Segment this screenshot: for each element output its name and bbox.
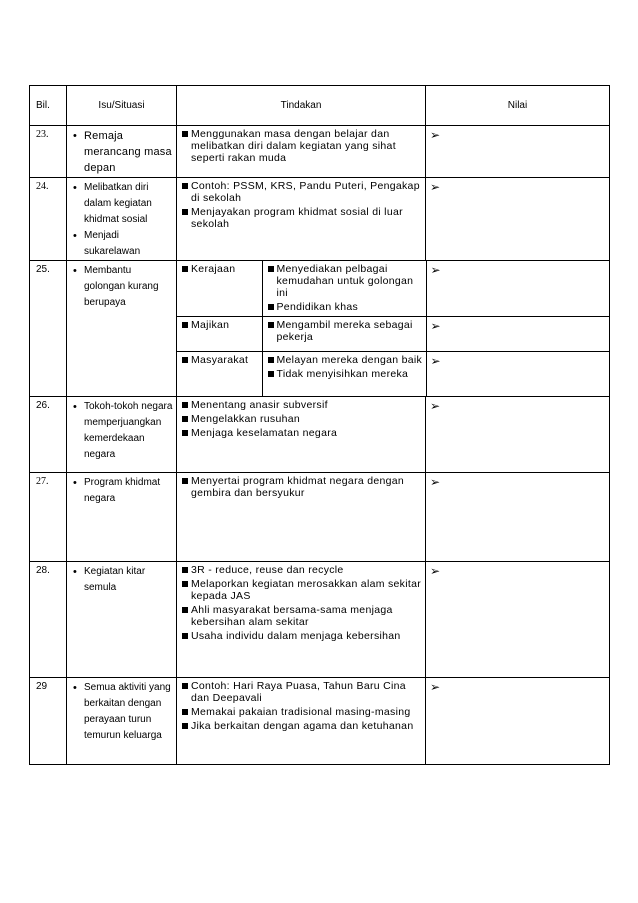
table-row [30,562,610,678]
tindakan-item: Melayan mereka dengan baik [267,354,424,366]
table-row [30,678,610,765]
table-row [30,397,610,473]
isu-item: • Semua aktiviti yang berkaitan dengan perayaan turun temurun keluarga [72,680,174,744]
isu-cell [67,261,177,397]
tindakan-item: Memakai pakaian tradisional masing-masing [181,706,423,718]
actor-label: Kerajaan [181,263,260,275]
table-row [30,261,610,397]
nilai-cell [426,473,610,562]
tindakan-item: Menentang anasir subversif [181,399,423,411]
arrow-bullet-icon: ➢ [430,353,441,368]
actor-cell [177,316,262,351]
isu-item: • Menjadi sukarelawan [72,228,174,260]
isu-cell [67,178,177,261]
table-header-row [30,86,610,126]
isu-item: • Program khidmat negara [72,475,174,507]
table-row [30,178,610,261]
header-tindakan: Tindakan [177,86,426,126]
arrow-bullet-icon: ➢ [430,180,441,194]
isu-cell [67,678,177,765]
actor-cell [177,261,262,316]
nilai-cell [426,351,610,396]
nilai-cell [426,678,610,765]
header-isu-situasi: Isu/Situasi [67,86,177,126]
tindakan-item: Melaporkan kegiatan merosakkan alam sekitar kepada JAS [181,578,423,602]
isu-cell [67,126,177,178]
nilai-cell [426,316,610,351]
row-number: 27. [30,473,67,562]
tindakan-item: Pendidikan khas [267,301,424,313]
row-number: 23. [30,126,67,178]
tindakan-item: Ahli masyarakat bersama-sama menjaga kebersihan alam sekitar [181,604,423,628]
isu-item: • Membantu golongan kurang berupaya [72,263,174,311]
tindakan-item: Menjaga keselamatan negara [181,427,423,439]
tindakan-item: Menyediakan pelbagai kemudahan untuk golongan ini [267,263,424,299]
row-number: 25. [30,261,67,397]
header-nilai: Nilai [426,86,610,126]
document-page [29,85,609,765]
row-number: 24. [30,178,67,261]
actor-row [177,351,610,396]
actor-actions-cell [262,351,426,396]
tindakan-item: Menyertai program khidmat negara dengan gembira dan bersyukur [181,475,423,499]
tindakan-cell [177,397,426,473]
actor-label: Majikan [181,319,260,331]
nilai-cell [426,397,610,473]
tindakan-item: 3R - reduce, reuse dan recycle [181,564,423,576]
arrow-bullet-icon: ➢ [430,263,441,277]
isu-cell [67,397,177,473]
arrow-bullet-icon: ➢ [430,564,441,578]
tindakan-cell [177,562,426,678]
tindakan-item: Contoh: PSSM, KRS, Pandu Puteri, Pengakap di sekolah [181,180,423,204]
tindakan-cell [177,678,426,765]
tindakan-cell [177,473,426,562]
nilai-cell [426,261,610,316]
tindakan-item: Usaha individu dalam menjaga kebersihan [181,630,423,642]
row-number: 26. [30,397,67,473]
tindakan-cell [177,126,426,178]
arrow-bullet-icon: ➢ [430,128,441,142]
nilai-table [29,85,610,765]
tindakan-item: Menggunakan masa dengan belajar dan melibatkan diri dalam kegiatan yang sihat seperti rakan muda [181,128,423,164]
isu-item: • Melibatkan diri dalam kegiatan khidmat sosial [72,180,174,228]
tindakan-cell [177,178,426,261]
arrow-bullet-icon: ➢ [430,399,441,413]
isu-item: • Remaja merancang masa depan [72,128,174,176]
tindakan-item: Mengelakkan rusuhan [181,413,423,425]
tindakan-item: Jika berkaitan dengan agama dan ketuhanan [181,720,423,732]
isu-item: • Tokoh-tokoh negara memperjuangkan kemerdekaan negara [72,399,174,463]
actor-cell [177,351,262,396]
nilai-cell [426,126,610,178]
nilai-cell [426,178,610,261]
actor-label: Masyarakat [181,354,260,366]
arrow-bullet-icon: ➢ [430,680,441,694]
row-number: 29 [30,678,67,765]
actor-row [177,316,610,351]
arrow-bullet-icon: ➢ [430,475,441,489]
tindakan-item: Mengambil mereka sebagai pekerja [267,319,424,343]
isu-cell [67,473,177,562]
tindakan-item: Menjayakan program khidmat sosial di luar sekolah [181,206,423,230]
actor-subtable [177,261,610,396]
table-row [30,126,610,178]
row-number: 28. [30,562,67,678]
actor-actions-cell [262,261,426,316]
tindakan-item: Contoh: Hari Raya Puasa, Tahun Baru Cina dan Deepavali [181,680,423,704]
table-row [30,473,610,562]
actor-actions-cell [262,316,426,351]
tindakan-item: Tidak menyisihkan mereka [267,368,424,380]
nilai-cell [426,562,610,678]
header-bil: Bil. [30,86,67,126]
isu-item: • Kegiatan kitar semula [72,564,174,596]
tindakan-subtable-cell [177,261,610,397]
isu-cell [67,562,177,678]
actor-row [177,261,610,316]
arrow-bullet-icon: ➢ [430,318,441,333]
